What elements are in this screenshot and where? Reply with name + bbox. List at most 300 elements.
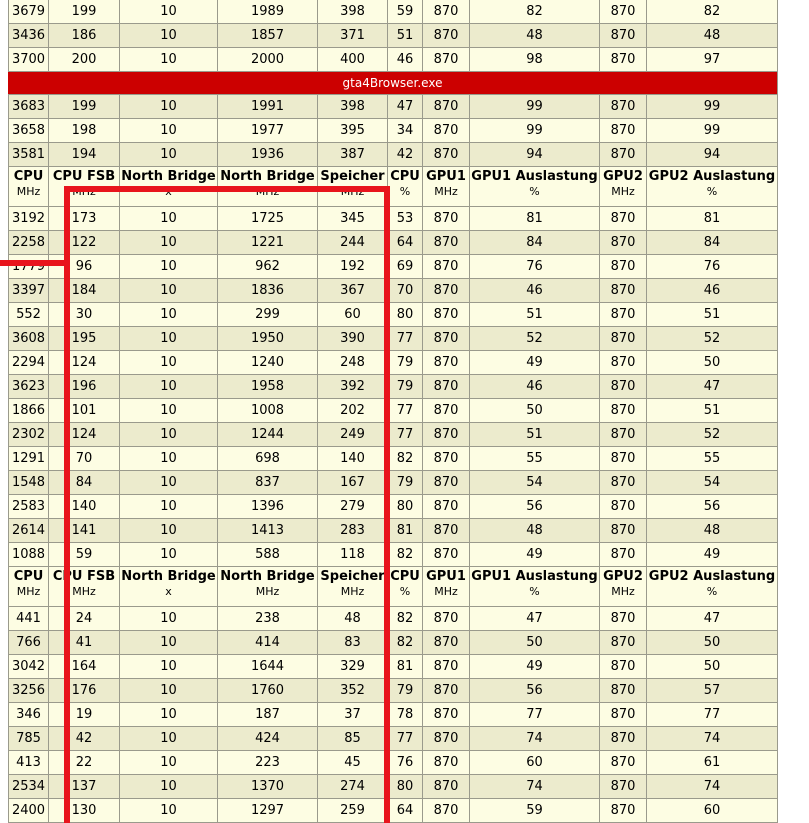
table-cell: 48 bbox=[646, 24, 778, 48]
table-cell: 202 bbox=[317, 399, 387, 423]
table-cell: 85 bbox=[317, 727, 387, 751]
column-header-unit: % bbox=[529, 585, 540, 598]
table-cell: 10 bbox=[119, 95, 217, 119]
table-cell: 55 bbox=[646, 447, 778, 471]
table-cell: 398 bbox=[317, 95, 387, 119]
table-cell: 56 bbox=[469, 495, 599, 519]
table-cell: 870 bbox=[422, 543, 469, 567]
table-row bbox=[8, 751, 778, 775]
table-cell: 184 bbox=[48, 279, 119, 303]
table-cell: 248 bbox=[317, 351, 387, 375]
table-cell: 1977 bbox=[217, 119, 317, 143]
table-cell: 259 bbox=[317, 799, 387, 823]
column-header bbox=[8, 167, 48, 207]
table-cell: 870 bbox=[599, 423, 646, 447]
table-cell: 45 bbox=[317, 751, 387, 775]
table-cell: 61 bbox=[646, 751, 778, 775]
table-cell: 167 bbox=[317, 471, 387, 495]
sensor-log-table bbox=[8, 0, 778, 823]
column-header-name: CPU bbox=[13, 569, 44, 584]
table-cell: 10 bbox=[119, 279, 217, 303]
table-row bbox=[8, 24, 778, 48]
table-cell: 69 bbox=[387, 255, 422, 279]
table-cell: 3658 bbox=[8, 119, 48, 143]
table-cell: 870 bbox=[422, 95, 469, 119]
column-header-name: CPU bbox=[390, 569, 420, 584]
table-row bbox=[8, 799, 778, 823]
column-header-name: North Bridge bbox=[121, 169, 216, 184]
table-cell: 10 bbox=[119, 655, 217, 679]
table-cell: 51 bbox=[646, 399, 778, 423]
table-row bbox=[8, 543, 778, 567]
table-cell: 870 bbox=[422, 519, 469, 543]
table-cell: 698 bbox=[217, 447, 317, 471]
table-cell: 1548 bbox=[8, 471, 48, 495]
table-cell: 97 bbox=[646, 48, 778, 72]
table-cell: 82 bbox=[469, 0, 599, 24]
column-header-row bbox=[8, 567, 778, 607]
column-header-unit: MHz bbox=[434, 185, 458, 198]
table-cell: 199 bbox=[48, 95, 119, 119]
column-header-unit: MHz bbox=[16, 185, 41, 198]
table-row bbox=[8, 231, 778, 255]
column-header-row bbox=[8, 167, 778, 207]
table-row bbox=[8, 48, 778, 72]
table-cell: 82 bbox=[387, 631, 422, 655]
table-cell: 81 bbox=[387, 655, 422, 679]
table-row bbox=[8, 727, 778, 751]
table-cell: 274 bbox=[317, 775, 387, 799]
table-cell: 870 bbox=[422, 207, 469, 231]
table-cell: 400 bbox=[317, 48, 387, 72]
table-cell: 870 bbox=[599, 24, 646, 48]
table-cell: 10 bbox=[119, 24, 217, 48]
table-cell: 10 bbox=[119, 143, 217, 167]
table-cell: 413 bbox=[8, 751, 48, 775]
table-cell: 10 bbox=[119, 727, 217, 751]
table-cell: 137 bbox=[48, 775, 119, 799]
table-cell: 76 bbox=[469, 255, 599, 279]
table-cell: 10 bbox=[119, 119, 217, 143]
table-cell: 84 bbox=[646, 231, 778, 255]
table-cell: 70 bbox=[48, 447, 119, 471]
column-header-name: GPU2 bbox=[603, 169, 643, 184]
table-cell: 1297 bbox=[217, 799, 317, 823]
table-cell: 55 bbox=[469, 447, 599, 471]
table-cell: 51 bbox=[469, 423, 599, 447]
column-header bbox=[422, 567, 469, 607]
table-cell: 140 bbox=[48, 495, 119, 519]
table-cell: 42 bbox=[48, 727, 119, 751]
table-row bbox=[8, 655, 778, 679]
table-cell: 870 bbox=[599, 119, 646, 143]
table-cell: 10 bbox=[119, 423, 217, 447]
table-cell: 164 bbox=[48, 655, 119, 679]
table-cell: 77 bbox=[387, 327, 422, 351]
table-cell: 81 bbox=[646, 207, 778, 231]
table-cell: 3608 bbox=[8, 327, 48, 351]
column-header-name: GPU1 bbox=[426, 169, 466, 184]
table-cell: 283 bbox=[317, 519, 387, 543]
table-cell: 1396 bbox=[217, 495, 317, 519]
table-cell: 441 bbox=[8, 607, 48, 631]
table-cell: 2302 bbox=[8, 423, 48, 447]
table-cell: 81 bbox=[387, 519, 422, 543]
table-row bbox=[8, 399, 778, 423]
table-cell: 10 bbox=[119, 399, 217, 423]
table-cell: 173 bbox=[48, 207, 119, 231]
table-cell: 59 bbox=[469, 799, 599, 823]
table-cell: 870 bbox=[599, 447, 646, 471]
column-header-unit: % bbox=[706, 585, 718, 598]
table-cell: 345 bbox=[317, 207, 387, 231]
table-cell: 395 bbox=[317, 119, 387, 143]
table-cell: 870 bbox=[599, 631, 646, 655]
column-header bbox=[387, 167, 422, 207]
table-cell: 552 bbox=[8, 303, 48, 327]
column-header-unit: % bbox=[706, 185, 718, 198]
table-cell: 1221 bbox=[217, 231, 317, 255]
table-cell: 1958 bbox=[217, 375, 317, 399]
table-cell: 870 bbox=[422, 447, 469, 471]
table-cell: 398 bbox=[317, 0, 387, 24]
table-cell: 186 bbox=[48, 24, 119, 48]
table-row bbox=[8, 303, 778, 327]
column-header-unit: x bbox=[165, 585, 172, 598]
table-cell: 870 bbox=[599, 207, 646, 231]
table-cell: 176 bbox=[48, 679, 119, 703]
table-cell: 870 bbox=[422, 48, 469, 72]
column-header-name: GPU2 bbox=[603, 569, 643, 584]
table-cell: 962 bbox=[217, 255, 317, 279]
table-row bbox=[8, 95, 778, 119]
table-cell: 870 bbox=[599, 799, 646, 823]
table-cell: 588 bbox=[217, 543, 317, 567]
table-cell: 870 bbox=[422, 231, 469, 255]
table-cell: 223 bbox=[217, 751, 317, 775]
table-cell: 392 bbox=[317, 375, 387, 399]
table-cell: 81 bbox=[469, 207, 599, 231]
process-name: gta4Browser.exe bbox=[8, 72, 778, 95]
table-cell: 3679 bbox=[8, 0, 48, 24]
table-cell: 1779 bbox=[8, 255, 48, 279]
table-cell: 870 bbox=[599, 703, 646, 727]
column-header bbox=[317, 567, 387, 607]
table-cell: 50 bbox=[646, 631, 778, 655]
table-cell: 870 bbox=[599, 303, 646, 327]
table-cell: 870 bbox=[599, 231, 646, 255]
table-cell: 1008 bbox=[217, 399, 317, 423]
table-cell: 1088 bbox=[8, 543, 48, 567]
table-cell: 244 bbox=[317, 231, 387, 255]
column-header bbox=[48, 167, 119, 207]
table-cell: 34 bbox=[387, 119, 422, 143]
table-cell: 3042 bbox=[8, 655, 48, 679]
table-cell: 352 bbox=[317, 679, 387, 703]
table-cell: 870 bbox=[599, 495, 646, 519]
table-cell: 371 bbox=[317, 24, 387, 48]
column-header-name: CPU bbox=[13, 169, 44, 184]
table-cell: 10 bbox=[119, 0, 217, 24]
table-cell: 50 bbox=[469, 631, 599, 655]
column-header-name: North Bridge bbox=[220, 569, 315, 584]
table-cell: 10 bbox=[119, 519, 217, 543]
table-cell: 870 bbox=[599, 751, 646, 775]
table-cell: 48 bbox=[317, 607, 387, 631]
table-cell: 870 bbox=[599, 607, 646, 631]
table-cell: 390 bbox=[317, 327, 387, 351]
table-row bbox=[8, 679, 778, 703]
table-cell: 1989 bbox=[217, 0, 317, 24]
table-row bbox=[8, 255, 778, 279]
table-cell: 194 bbox=[48, 143, 119, 167]
table-cell: 3256 bbox=[8, 679, 48, 703]
table-cell: 870 bbox=[422, 327, 469, 351]
table-cell: 346 bbox=[8, 703, 48, 727]
table-cell: 238 bbox=[217, 607, 317, 631]
table-cell: 77 bbox=[387, 727, 422, 751]
table-cell: 195 bbox=[48, 327, 119, 351]
table-cell: 77 bbox=[469, 703, 599, 727]
table-cell: 96 bbox=[48, 255, 119, 279]
table-cell: 74 bbox=[469, 775, 599, 799]
table-cell: 2400 bbox=[8, 799, 48, 823]
table-cell: 870 bbox=[599, 143, 646, 167]
column-header bbox=[317, 167, 387, 207]
table-cell: 870 bbox=[422, 655, 469, 679]
table-cell: 10 bbox=[119, 375, 217, 399]
table-cell: 50 bbox=[646, 655, 778, 679]
table-cell: 3581 bbox=[8, 143, 48, 167]
table-cell: 870 bbox=[599, 351, 646, 375]
column-header bbox=[217, 567, 317, 607]
table-cell: 766 bbox=[8, 631, 48, 655]
table-cell: 48 bbox=[469, 24, 599, 48]
table-cell: 52 bbox=[646, 423, 778, 447]
table-cell: 870 bbox=[599, 519, 646, 543]
table-cell: 1644 bbox=[217, 655, 317, 679]
table-cell: 870 bbox=[599, 679, 646, 703]
table-cell: 870 bbox=[599, 543, 646, 567]
table-cell: 2000 bbox=[217, 48, 317, 72]
table-cell: 870 bbox=[422, 703, 469, 727]
table-cell: 77 bbox=[387, 399, 422, 423]
table-cell: 10 bbox=[119, 207, 217, 231]
table-cell: 80 bbox=[387, 775, 422, 799]
table-cell: 367 bbox=[317, 279, 387, 303]
table-cell: 82 bbox=[387, 607, 422, 631]
table-cell: 870 bbox=[422, 399, 469, 423]
table-cell: 299 bbox=[217, 303, 317, 327]
table-cell: 870 bbox=[422, 351, 469, 375]
table-cell: 99 bbox=[646, 119, 778, 143]
table-cell: 76 bbox=[646, 255, 778, 279]
table-cell: 10 bbox=[119, 703, 217, 727]
column-header-unit: % bbox=[399, 585, 411, 598]
table-cell: 870 bbox=[599, 327, 646, 351]
table-cell: 2534 bbox=[8, 775, 48, 799]
table-cell: 870 bbox=[422, 24, 469, 48]
table-cell: 870 bbox=[422, 607, 469, 631]
table-cell: 1291 bbox=[8, 447, 48, 471]
table-cell: 60 bbox=[469, 751, 599, 775]
table-cell: 141 bbox=[48, 519, 119, 543]
table-row bbox=[8, 471, 778, 495]
table-cell: 196 bbox=[48, 375, 119, 399]
column-header-name: Speicher bbox=[320, 169, 385, 184]
table-cell: 2614 bbox=[8, 519, 48, 543]
table-cell: 82 bbox=[387, 543, 422, 567]
table-cell: 1760 bbox=[217, 679, 317, 703]
table-cell: 10 bbox=[119, 607, 217, 631]
table-cell: 77 bbox=[387, 423, 422, 447]
table-cell: 64 bbox=[387, 231, 422, 255]
table-row bbox=[8, 327, 778, 351]
table-cell: 48 bbox=[469, 519, 599, 543]
table-cell: 42 bbox=[387, 143, 422, 167]
table-cell: 74 bbox=[646, 775, 778, 799]
table-cell: 51 bbox=[387, 24, 422, 48]
table-row bbox=[8, 207, 778, 231]
column-header bbox=[119, 167, 217, 207]
table-cell: 46 bbox=[469, 279, 599, 303]
column-header-unit: MHz bbox=[255, 185, 280, 198]
table-cell: 1240 bbox=[217, 351, 317, 375]
table-row bbox=[8, 0, 778, 24]
table-cell: 37 bbox=[317, 703, 387, 727]
table-cell: 2258 bbox=[8, 231, 48, 255]
table-cell: 78 bbox=[387, 703, 422, 727]
column-header-unit: MHz bbox=[72, 185, 96, 198]
table-cell: 82 bbox=[646, 0, 778, 24]
table-cell: 46 bbox=[646, 279, 778, 303]
table-body bbox=[8, 0, 778, 823]
table-cell: 82 bbox=[387, 447, 422, 471]
table-cell: 76 bbox=[387, 751, 422, 775]
table-cell: 1725 bbox=[217, 207, 317, 231]
column-header-name: CPU bbox=[390, 169, 420, 184]
table-cell: 870 bbox=[599, 0, 646, 24]
table-cell: 84 bbox=[48, 471, 119, 495]
table-cell: 1413 bbox=[217, 519, 317, 543]
table-cell: 22 bbox=[48, 751, 119, 775]
table-cell: 870 bbox=[599, 95, 646, 119]
column-header-unit: % bbox=[399, 185, 411, 198]
column-header bbox=[599, 567, 646, 607]
table-cell: 329 bbox=[317, 655, 387, 679]
table-cell: 870 bbox=[599, 375, 646, 399]
column-header bbox=[469, 167, 599, 207]
table-cell: 50 bbox=[469, 399, 599, 423]
table-cell: 198 bbox=[48, 119, 119, 143]
table-row bbox=[8, 279, 778, 303]
table-row bbox=[8, 519, 778, 543]
column-header bbox=[8, 567, 48, 607]
table-cell: 49 bbox=[469, 543, 599, 567]
table-cell: 77 bbox=[646, 703, 778, 727]
table-cell: 1857 bbox=[217, 24, 317, 48]
table-cell: 79 bbox=[387, 471, 422, 495]
table-row bbox=[8, 143, 778, 167]
table-cell: 47 bbox=[387, 95, 422, 119]
table-cell: 870 bbox=[422, 279, 469, 303]
table-cell: 837 bbox=[217, 471, 317, 495]
column-header bbox=[469, 567, 599, 607]
table-cell: 79 bbox=[387, 351, 422, 375]
table-cell: 3683 bbox=[8, 95, 48, 119]
table-cell: 3623 bbox=[8, 375, 48, 399]
table-cell: 279 bbox=[317, 495, 387, 519]
table-cell: 3397 bbox=[8, 279, 48, 303]
table-cell: 870 bbox=[422, 303, 469, 327]
table-cell: 870 bbox=[422, 471, 469, 495]
table-cell: 3192 bbox=[8, 207, 48, 231]
column-header bbox=[646, 167, 778, 207]
sensor-log-table-container bbox=[8, 0, 778, 823]
table-row bbox=[8, 703, 778, 727]
table-cell: 48 bbox=[646, 519, 778, 543]
table-cell: 83 bbox=[317, 631, 387, 655]
column-header-name: North Bridge bbox=[121, 569, 216, 584]
table-cell: 870 bbox=[422, 751, 469, 775]
table-cell: 53 bbox=[387, 207, 422, 231]
column-header-unit: MHz bbox=[255, 585, 280, 598]
table-cell: 59 bbox=[48, 543, 119, 567]
table-cell: 52 bbox=[646, 327, 778, 351]
table-cell: 10 bbox=[119, 303, 217, 327]
table-cell: 54 bbox=[469, 471, 599, 495]
table-cell: 192 bbox=[317, 255, 387, 279]
column-header-unit: % bbox=[529, 185, 540, 198]
column-header bbox=[599, 167, 646, 207]
table-cell: 414 bbox=[217, 631, 317, 655]
table-cell: 80 bbox=[387, 495, 422, 519]
column-header-name: North Bridge bbox=[220, 169, 315, 184]
table-cell: 51 bbox=[646, 303, 778, 327]
table-cell: 10 bbox=[119, 775, 217, 799]
table-cell: 49 bbox=[469, 351, 599, 375]
table-cell: 19 bbox=[48, 703, 119, 727]
table-cell: 1950 bbox=[217, 327, 317, 351]
table-row bbox=[8, 607, 778, 631]
table-cell: 130 bbox=[48, 799, 119, 823]
table-cell: 118 bbox=[317, 543, 387, 567]
column-header-name: Speicher bbox=[320, 569, 385, 584]
table-cell: 79 bbox=[387, 679, 422, 703]
table-cell: 870 bbox=[422, 495, 469, 519]
table-cell: 1370 bbox=[217, 775, 317, 799]
table-cell: 424 bbox=[217, 727, 317, 751]
column-header bbox=[646, 567, 778, 607]
table-cell: 10 bbox=[119, 447, 217, 471]
table-cell: 140 bbox=[317, 447, 387, 471]
table-cell: 122 bbox=[48, 231, 119, 255]
table-cell: 870 bbox=[422, 375, 469, 399]
table-row bbox=[8, 119, 778, 143]
table-cell: 80 bbox=[387, 303, 422, 327]
table-cell: 870 bbox=[599, 775, 646, 799]
table-cell: 870 bbox=[599, 255, 646, 279]
table-row bbox=[8, 775, 778, 799]
table-cell: 10 bbox=[119, 327, 217, 351]
process-separator-row bbox=[8, 72, 778, 95]
table-cell: 870 bbox=[422, 631, 469, 655]
table-cell: 870 bbox=[422, 799, 469, 823]
table-cell: 1836 bbox=[217, 279, 317, 303]
column-header-unit: MHz bbox=[434, 585, 458, 598]
table-cell: 74 bbox=[469, 727, 599, 751]
column-header bbox=[422, 167, 469, 207]
